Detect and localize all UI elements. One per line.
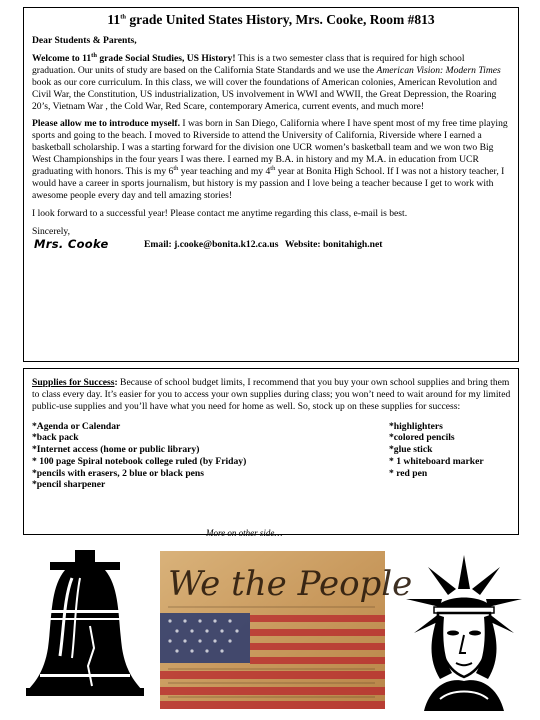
email-text: Email: j.cooke@bonita.k12.ca.us — [144, 238, 279, 250]
more-on-other-side: More on other side… — [206, 528, 283, 538]
list-item: *glue stick — [389, 444, 433, 456]
book-title: American Vision: Modern Times — [376, 64, 501, 76]
list-item: *Agenda or Calendar — [32, 420, 121, 432]
signature-row — [32, 236, 510, 254]
list-item: *highlighters — [389, 420, 443, 432]
contact-info — [144, 239, 382, 250]
letter-box — [23, 7, 519, 362]
list-item: * 100 page Spiral notebook college ruled (by Friday) — [32, 455, 247, 467]
closing-paragraph: I look forward to a successful year! Please contact me anytime regarding this class, e-mail is best. — [32, 207, 408, 219]
list-item: *pencils with erasers, 2 blue or black pens — [32, 467, 204, 479]
supplies-right-column — [389, 421, 484, 480]
supplies-left-column — [32, 421, 246, 491]
list-item: * 1 whiteboard marker — [389, 455, 484, 467]
signature: Mrs. Cooke — [34, 236, 109, 251]
website-text: Website: bonitahigh.net — [284, 238, 383, 250]
supplies-intro: Supplies for Success: Because of school budget limits, I recommend that you buy your own school supplies and bring them to class every day. It’s easier for you to access your own supplies during class; you won’t need to wait around for my limited public-use supplies and you’ll have what you need for home as well. So, stock up on these supplies for success: — [32, 377, 511, 412]
page-title: 11th grade United States History, Mrs. Cooke, Room #813 — [107, 12, 435, 27]
statue-of-liberty-icon — [400, 549, 528, 711]
supplies-box — [23, 368, 519, 538]
svg-text:We the People: We the People — [168, 564, 413, 604]
list-item: *back pack — [32, 432, 79, 444]
intro-paragraph: Please allow me to introduce myself. I was born in San Diego, California where I have spent most of my free time playing sports and going to the beach. I moved to Riverside to attend the University of California, Riverside where I earned a basketball scholarship. I was a starting forward for the division one UCR women’s basketball team and we won two Big West Championships in the four years I was there. I earned my B.A. in history and my M.A. in education from UCR graduating with honors. This is my 6th year teaching and my 4th year at Bonita High School. If I was not a history teacher, I would have a career in sports journalism, but history is my passion and I love being a teacher because I get to work with awesome people every day and tell amazing stories! — [32, 118, 508, 201]
supplies-heading: Supplies for Success — [32, 377, 115, 388]
sincerely: Sincerely, — [32, 225, 71, 237]
welcome-paragraph: Welcome to 11th grade Social Studies, US History! This is a two semester class that is required for high school graduation. Our units of study are based on the California State Standards and we use the American Vision: Modern Times book as our core curriculum. In this class, we will cover the foundations of American colonies, American Revolution and Civil War, the Constitution, US industrialization, US involvement in WWI and WWII, the Great Depression, the Roaring 20’s, Vietnam War , the Cold War, Red Scare, contemporary America, current events, and much more! — [32, 51, 501, 112]
list-item: *Internet access (home or public library) — [32, 444, 200, 456]
constitution-flag-image — [160, 551, 413, 709]
greeting: Dear Students & Parents, — [32, 35, 137, 46]
list-item: *colored pencils — [389, 432, 455, 444]
list-item: *pencil sharpener — [32, 479, 106, 491]
list-item: * red pen — [389, 467, 428, 479]
liberty-bell-icon — [20, 548, 150, 710]
